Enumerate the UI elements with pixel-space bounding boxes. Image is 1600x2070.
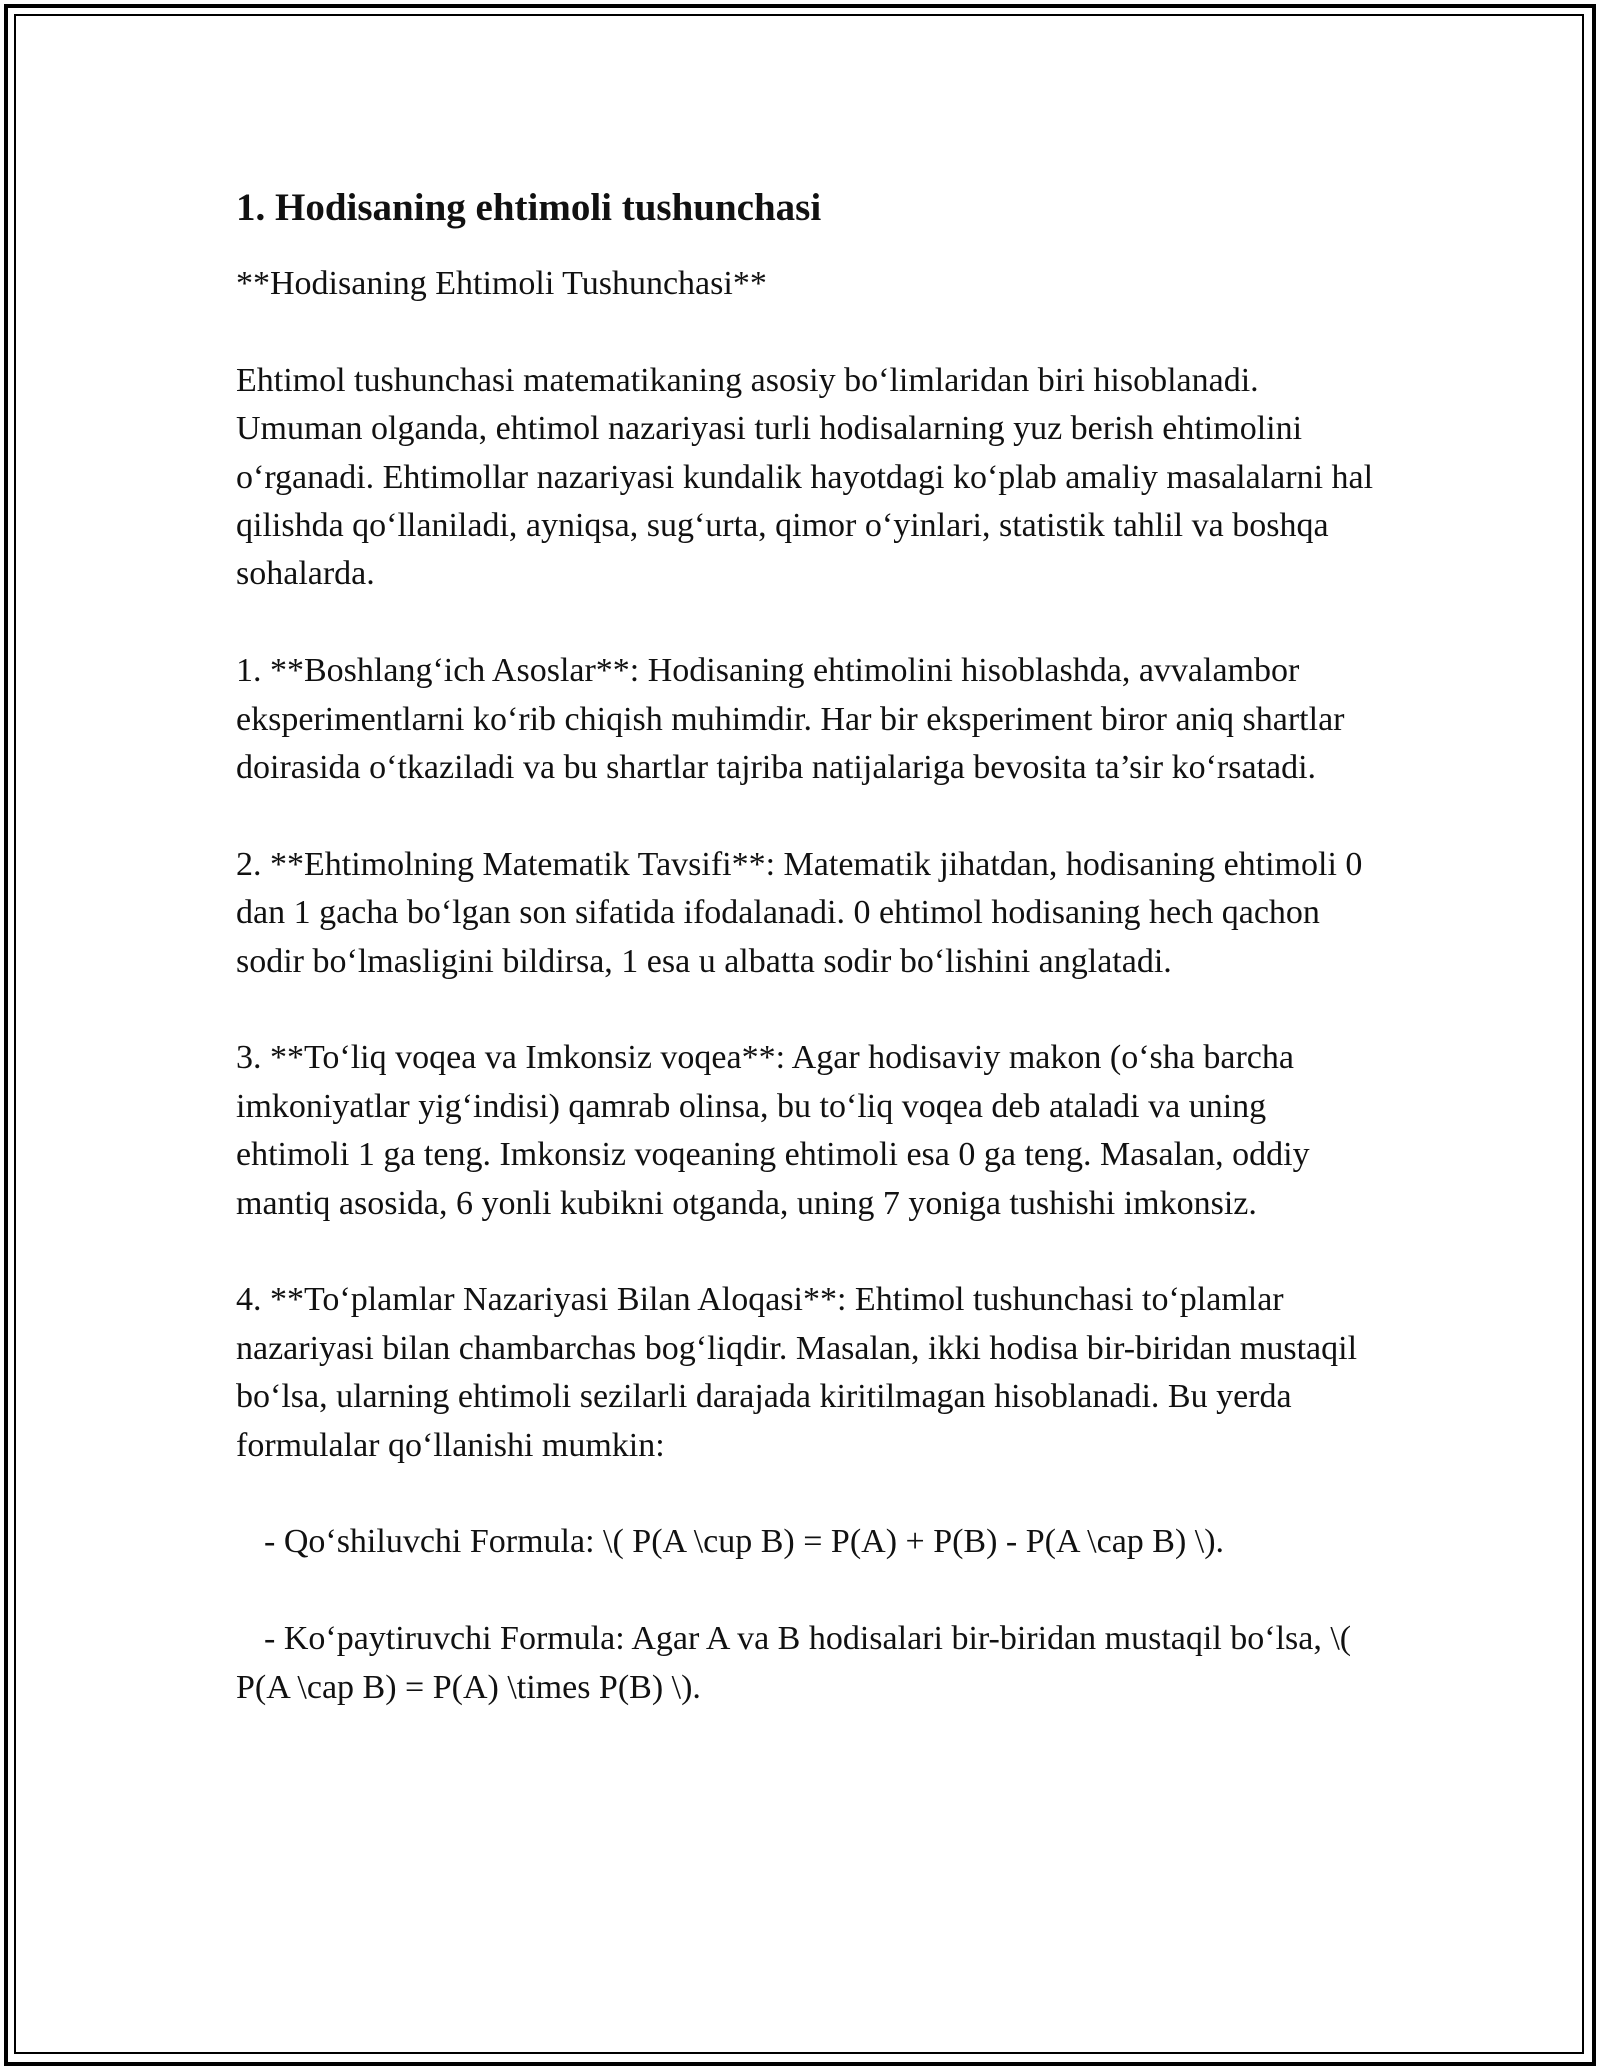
section-3-paragraph: 3. **To‘liq voqea va Imkonsiz voqea**: Agar hodisaviy makon (o‘sha barcha imkoniyatlar yig‘indisi) qamrab olinsa, bu to‘liq voqea deb ataladi va uning ehtimoli 1 ga teng. Imkonsiz voqeaning ehtimoli esa 0 ga teng. Masalan, oddiy mantiq asosida, 6 yonli kubikni otganda, uning 7 yoniga tushishi imkonsiz. — [236, 1039, 1310, 1222]
intro-paragraph: Ehtimol tushunchasi matematikaning asosiy bo‘limlaridan biri hisoblanadi. Umuman olganda, ehtimol nazariyasi turli hodisalarning yuz berish ehtimolini o‘rganadi. Ehtimollar nazariyasi kundalik hayotdagi ko‘plab amaliy masalalarni hal qilishda qo‘llaniladi, ayniqsa, sug‘urta, qimor o‘yinlari, statistik tahlil va boshqa sohalarda. — [236, 361, 1374, 593]
section-2-paragraph: 2. **Ehtimolning Matematik Tavsifi**: Matematik jihatdan, hodisaning ehtimoli 0 dan 1 gacha bo‘lgan son sifatida ifodalanadi. 0 ehtimol hodisaning hech qachon sodir bo‘lmasligini bildirsa, 1 esa u albatta sodir bo‘lishini anglatadi. — [236, 845, 1363, 980]
document-subtitle: **Hodisaning Ehtimoli Tushunchasi** — [236, 265, 767, 302]
section-1-paragraph: 1. **Boshlang‘ich Asoslar**: Hodisaning ehtimolini hisoblashda, avvalambor eksperimentlarni ko‘rib chiqish muhimdir. Har bir eksperiment biror aniq shartlar doirasida o‘tkaziladi va bu shartlar tajriba natijalariga bevosita ta’sir ko‘rsatadi. — [236, 652, 1345, 787]
document-title: 1. Hodisaning ehtimoli tushunchasi — [236, 186, 822, 229]
formula-addition: - Qo‘shiluvchi Formula: \( P(A \cup B) = P(A) + P(B) - P(A \cap B) \). — [264, 1523, 1225, 1561]
section-4-paragraph: 4. **To‘plamlar Nazariyasi Bilan Aloqasi**: Ehtimol tushunchasi to‘plamlar nazariyasi bilan chambarchas bog‘liqdir. Masalan, ikki hodisa bir-biridan mustaqil bo‘lsa, ularning ehtimoli sezilarli darajada kiritilmagan hisoblanadi. Bu yerda formulalar qo‘llanishi mumkin: — [236, 1281, 1358, 1464]
formula-multiplication: - Ko‘paytiruvchi Formula: Agar A va B hodisalari bir-biridan mustaqil bo‘lsa, \( P(A \cap B) = P(A) \times P(B) \). — [236, 1620, 1352, 1706]
document-body — [236, 184, 1376, 1760]
